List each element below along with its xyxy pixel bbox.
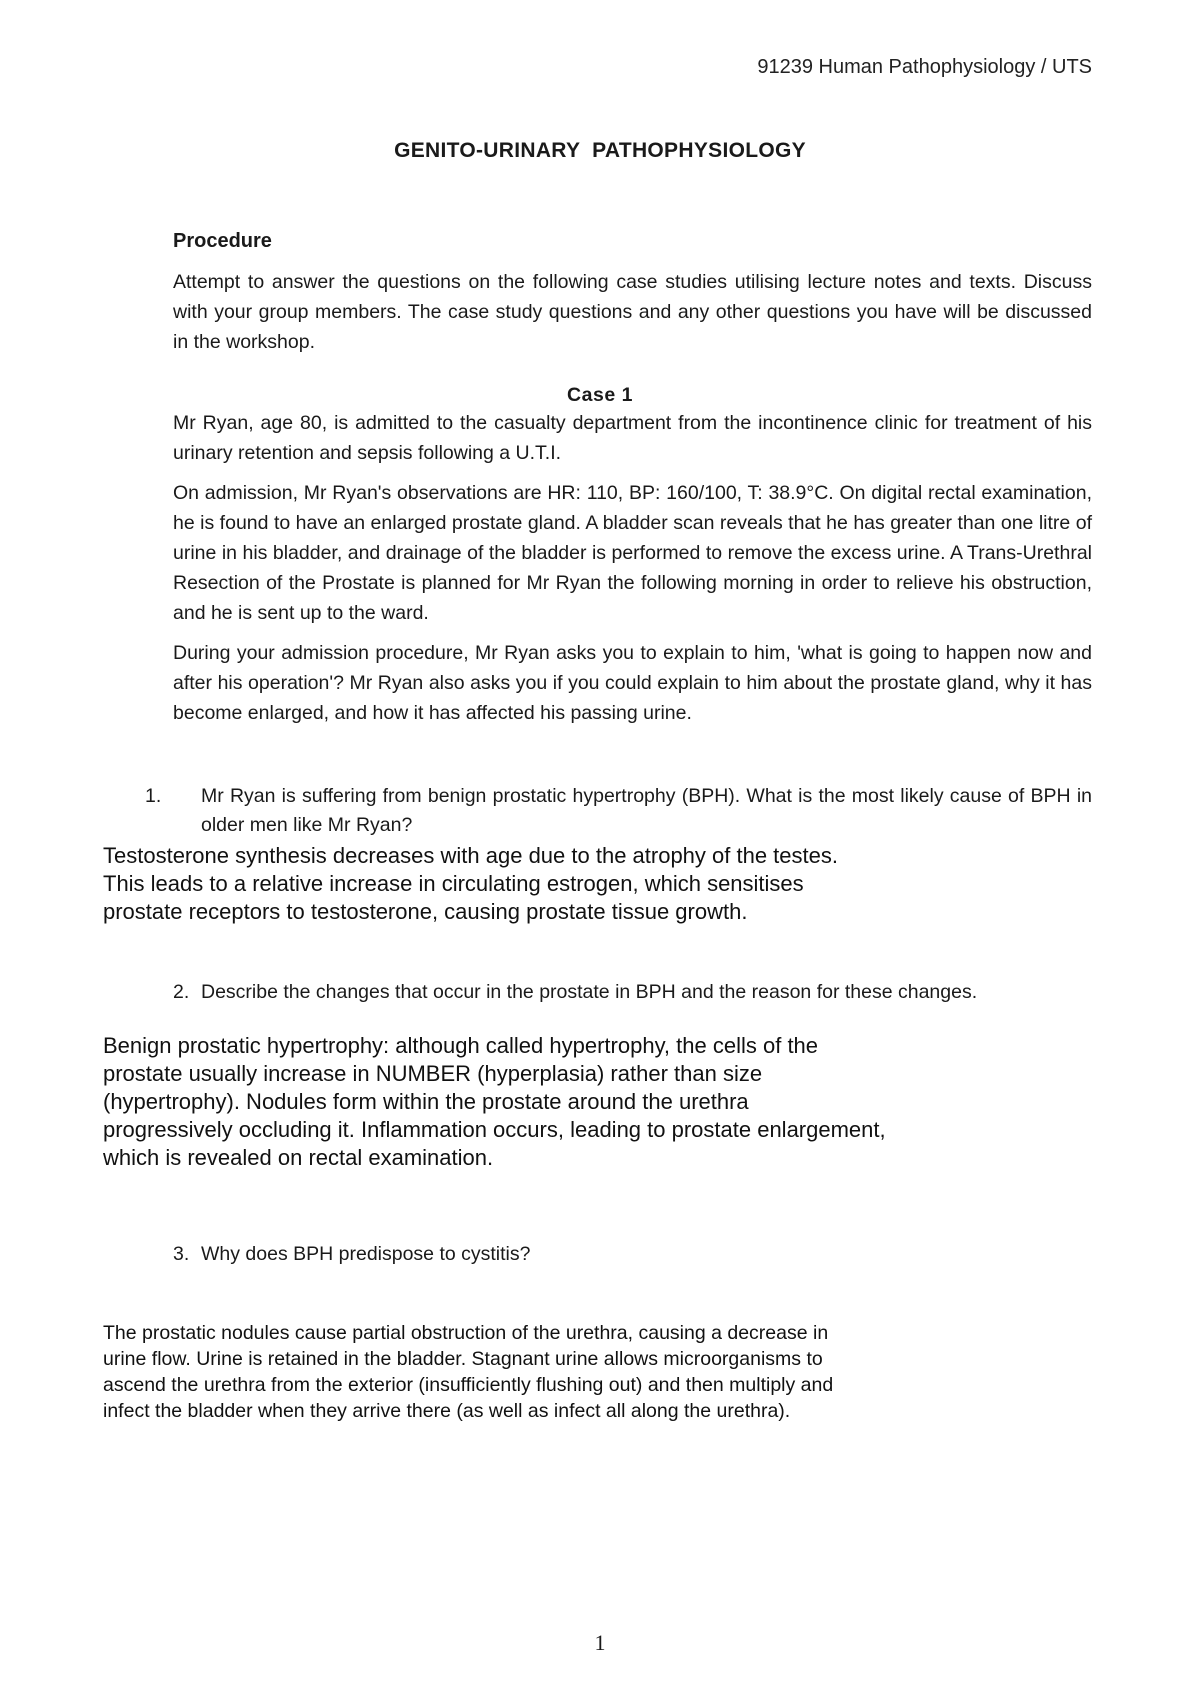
question-1: [145, 782, 1092, 840]
answer-line: Testosterone synthesis decreases with age due to the atrophy of the testes.: [103, 843, 838, 868]
running-header: 91239 Human Pathophysiology / UTS: [757, 56, 1092, 78]
question-number: 2.: [173, 981, 190, 1003]
answer-line: This leads to a relative increase in circulating estrogen, which sensitises: [103, 871, 804, 896]
answer-line: which is revealed on rectal examination.: [103, 1145, 494, 1170]
question-text: Mr Ryan is suffering from benign prostatic hypertrophy (BPH). What is the most likely cause of BPH in older men like Mr Ryan?: [201, 785, 1092, 836]
answer-line: (hypertrophy). Nodules form within the prostate around the urethra: [103, 1089, 749, 1114]
page-number: 1: [594, 1630, 606, 1655]
case-text: On admission, Mr Ryan's observations are HR: 110, BP: 160/100, T: 38.9°C. On digital rectal examination, he is found to have an enlarged prostate gland. A bladder scan reveals that he has greater than one litre of urine in his bladder, and drainage of the bladder is performed to remove the excess urine. A Trans-Urethral Resection of the Prostate is planned for Mr Ryan the following morning in order to relieve his obstruction, and he is sent up to the ward.: [173, 482, 1092, 624]
case-text: Mr Ryan, age 80, is admitted to the casualty department from the incontinence clinic for treatment of his urinary retention and sepsis following a U.T.I.: [173, 412, 1092, 464]
answer-line: The prostatic nodules cause partial obstruction of the urethra, causing a decrease in: [103, 1322, 829, 1344]
question-number: 3.: [173, 1243, 190, 1265]
question-2: [173, 978, 1092, 1007]
answer-line: infect the bladder when they arrive there (as well as infect all along the urethra).: [103, 1400, 791, 1422]
question-1-wrap: [145, 782, 1092, 840]
answer-line: ascend the urethra from the exterior (insufficiently flushing out) and then multiply and: [103, 1374, 834, 1396]
answer-line: progressively occluding it. Inflammation occurs, leading to prostate enlargement,: [103, 1117, 886, 1142]
answer-1: [103, 842, 1003, 926]
answer-line: prostate receptors to testosterone, causing prostate tissue growth.: [103, 899, 748, 924]
question-text: Describe the changes that occur in the prostate in BPH and the reason for these changes.: [201, 981, 978, 1003]
answer-3: [103, 1320, 1003, 1424]
case-text: During your admission procedure, Mr Ryan asks you to explain to him, 'what is going to happen now and after his operation'? Mr Ryan also asks you if you could explain to him about the prostate gland, why it has become enlarged, and how it has affected his passing urine.: [173, 642, 1092, 724]
procedure-heading: Procedure: [173, 230, 272, 252]
procedure-block: [173, 267, 1092, 357]
answer-line: urine flow. Urine is retained in the bladder. Stagnant urine allows microorganisms to: [103, 1348, 823, 1370]
case-title: Case 1: [567, 384, 633, 406]
question-3: [173, 1240, 1092, 1269]
procedure-text: Attempt to answer the questions on the following case studies utilising lecture notes and texts. Discuss with your group members. The case study questions and any other questions you have will be discussed in the workshop.: [173, 271, 1092, 353]
question-number: 1.: [145, 785, 162, 807]
question-text: Why does BPH predispose to cystitis?: [201, 1243, 531, 1265]
case-paragraph-3: [173, 638, 1092, 728]
answer-line: Benign prostatic hypertrophy: although called hypertrophy, the cells of the: [103, 1033, 819, 1058]
answer-2: [103, 1032, 1003, 1172]
answer-line: prostate usually increase in NUMBER (hyperplasia) rather than size: [103, 1061, 763, 1086]
case-paragraph-1: [173, 408, 1092, 468]
case-paragraph-2: [173, 478, 1092, 628]
document-title: GENITO-URINARY PATHOPHYSIOLOGY: [394, 139, 806, 162]
